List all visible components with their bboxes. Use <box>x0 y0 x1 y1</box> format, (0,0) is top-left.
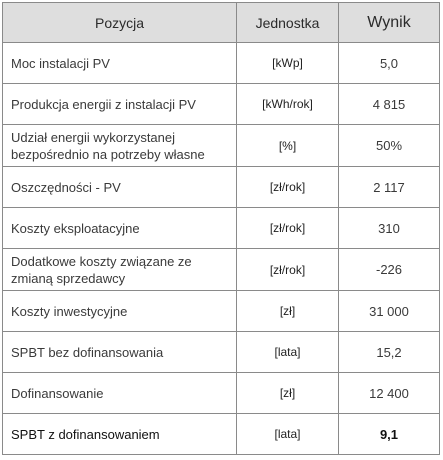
table-row <box>3 249 440 291</box>
row-name: Udział energii wykorzystanej bezpośrednio na potrzeby własne <box>3 125 237 167</box>
row-value: 2 117 <box>339 167 440 208</box>
table-row <box>3 373 440 414</box>
row-name: SPBT bez dofinansowania <box>3 332 237 373</box>
header-result: Wynik <box>339 3 440 43</box>
results-table <box>2 2 440 455</box>
row-unit: [zł] <box>237 291 339 332</box>
row-name: Koszty eksploatacyjne <box>3 208 237 249</box>
row-unit: [kWp] <box>237 43 339 84</box>
row-value: 9,1 <box>339 414 440 455</box>
header-unit: Jednostka <box>237 3 339 43</box>
row-unit: [zł/rok] <box>237 249 339 291</box>
table-row <box>3 414 440 455</box>
table-row <box>3 125 440 167</box>
row-value: 31 000 <box>339 291 440 332</box>
row-unit: [zł/rok] <box>237 167 339 208</box>
row-name: Dodatkowe koszty związane ze zmianą sprzedawcy <box>3 249 237 291</box>
row-value: 50% <box>339 125 440 167</box>
row-value: 5,0 <box>339 43 440 84</box>
row-value: 4 815 <box>339 84 440 125</box>
table-row <box>3 84 440 125</box>
table-row <box>3 167 440 208</box>
row-name: SPBT z dofinansowaniem <box>3 414 237 455</box>
row-name: Oszczędności - PV <box>3 167 237 208</box>
row-unit: [lata] <box>237 332 339 373</box>
row-value: 15,2 <box>339 332 440 373</box>
header-row <box>3 3 440 43</box>
row-value: 310 <box>339 208 440 249</box>
table-row <box>3 208 440 249</box>
row-unit: [lata] <box>237 414 339 455</box>
table-row <box>3 291 440 332</box>
row-name: Koszty inwestycyjne <box>3 291 237 332</box>
header-position: Pozycja <box>3 3 237 43</box>
row-unit: [zł] <box>237 373 339 414</box>
row-unit: [kWh/rok] <box>237 84 339 125</box>
row-name: Moc instalacji PV <box>3 43 237 84</box>
row-value: 12 400 <box>339 373 440 414</box>
row-unit: [zł/rok] <box>237 208 339 249</box>
row-value: -226 <box>339 249 440 291</box>
table-row <box>3 43 440 84</box>
row-name: Produkcja energii z instalacji PV <box>3 84 237 125</box>
row-unit: [%] <box>237 125 339 167</box>
row-name: Dofinansowanie <box>3 373 237 414</box>
table-row <box>3 332 440 373</box>
